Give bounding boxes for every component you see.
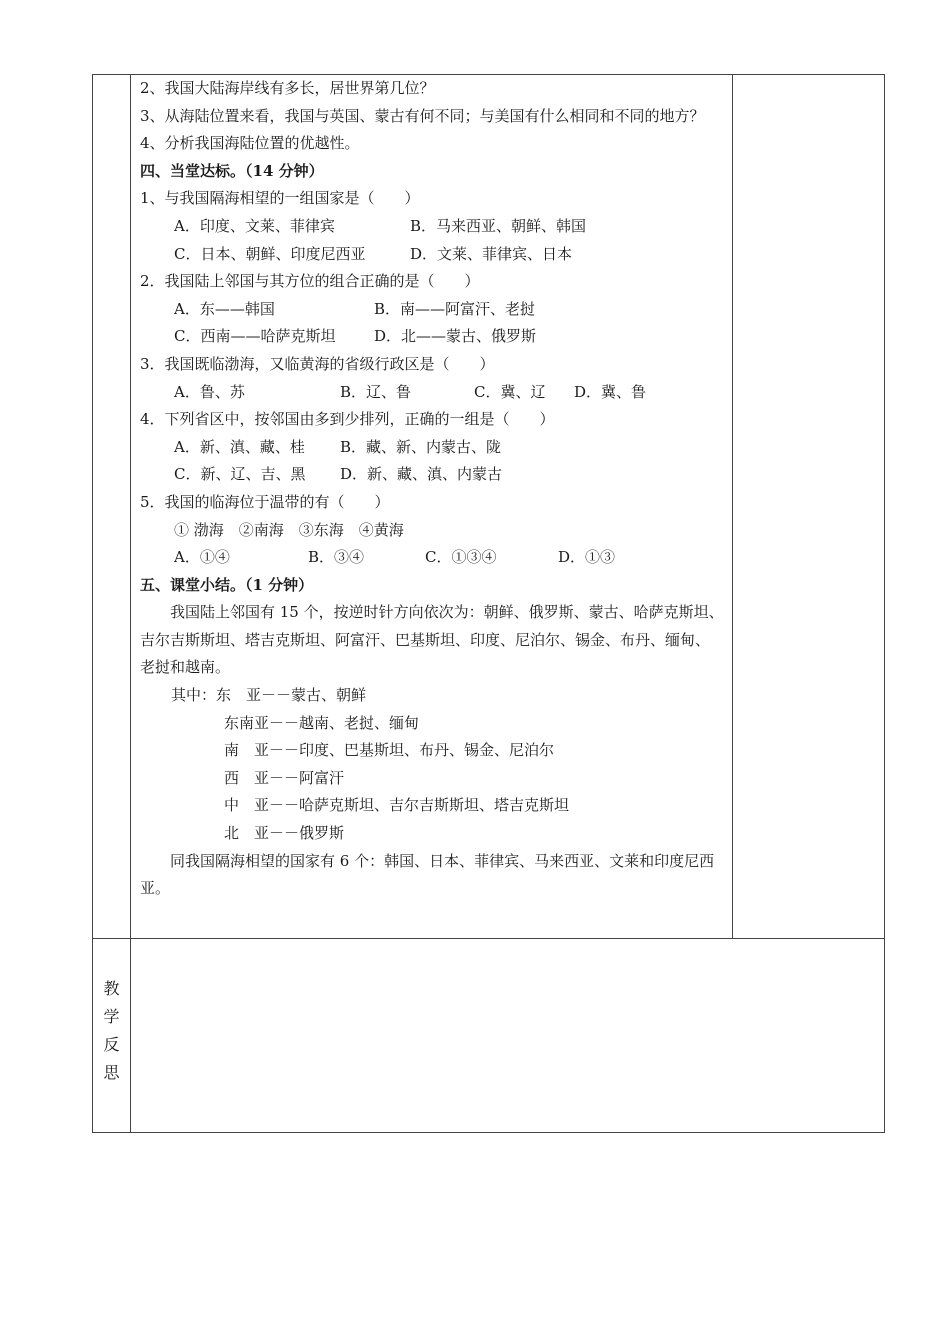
option-b: B．辽、鲁 (340, 382, 412, 401)
option-b: B．马来西亚、朝鲜、韩国 (410, 216, 587, 235)
option-d: D．新、藏、滇、内蒙古 (340, 465, 503, 484)
option-c: C．西南——哈萨克斯坦 (174, 327, 336, 346)
question-2: 2、我国大陆海岸线有多长，居世界第几位？ (140, 79, 435, 97)
s4-q4-stem: 4．下列省区中，按邻国由多到少排列，正确的一组是（ ） (140, 410, 555, 429)
option-a: A．东——韩国 (174, 299, 275, 318)
option-c: C．冀、辽 (474, 382, 546, 401)
option-b: B．③④ (308, 548, 365, 567)
reflection-char: 学 (103, 1007, 120, 1026)
s4-q4-options-1 (140, 434, 724, 462)
reflection-label (93, 939, 130, 1087)
option-c: C．日本、朝鲜、印度尼西亚 (174, 244, 366, 263)
option-b: B．藏、新、内蒙古、陇 (340, 437, 502, 456)
lesson-content-row (93, 75, 885, 939)
option-d: D．北——蒙古、俄罗斯 (374, 327, 537, 346)
summary-paragraph-2: 同我国隔海相望的国家有 6 个：韩国、日本、菲律宾、马来西亚、文莱和印度尼西亚。 (140, 851, 715, 898)
reflection-row (93, 939, 885, 1133)
option-a: A．鲁、苏 (174, 382, 245, 401)
option-d: D．文莱、菲律宾、日本 (410, 244, 573, 263)
s4-q5-items: ① 渤海 ②南海 ③东海 ④黄海 (174, 520, 404, 539)
s4-q1-options-2 (140, 241, 724, 269)
s4-q3-stem: 3．我国既临渤海，又临黄海的省级行政区是（ ） (140, 354, 495, 373)
summary-region-north-asia: 北 亚－－俄罗斯 (224, 824, 345, 843)
right-notes-cell (733, 75, 885, 939)
option-a: A．印度、文莱、菲律宾 (174, 216, 335, 235)
s4-q2-options-2 (140, 323, 724, 351)
s4-q1-stem: 1、与我国隔海相望的一组国家是（ ） (140, 189, 420, 208)
reflection-char: 反 (103, 1035, 120, 1054)
lesson-content (131, 75, 732, 903)
summary-region-central-asia: 中 亚－－哈萨克斯坦、吉尔吉斯斯坦、塔吉克斯坦 (224, 796, 570, 815)
summary-region-south-asia: 南 亚－－印度、巴基斯坦、布丹、锡金、尼泊尔 (224, 741, 555, 760)
summary-region-west-asia: 西 亚－－阿富汗 (224, 768, 345, 787)
reflection-char: 思 (103, 1063, 120, 1082)
s4-q4-options-2 (140, 461, 724, 489)
reflection-content-cell (131, 939, 885, 1133)
s4-q3-options (140, 379, 724, 407)
option-d: D．冀、鲁 (574, 382, 647, 401)
s4-q1-options-1 (140, 213, 724, 241)
s4-q2-options-1 (140, 296, 724, 324)
option-c: C．新、辽、吉、黑 (174, 465, 306, 484)
left-label-cell (93, 75, 131, 939)
option-c: C．①③④ (425, 548, 497, 567)
option-a: A．①④ (174, 548, 230, 567)
s4-q5-options (140, 544, 724, 572)
summary-region-southeast-asia: 东南亚－－越南、老挝、缅甸 (224, 713, 420, 732)
question-4: 4、分析我国海陆位置的优越性。 (140, 134, 360, 153)
lesson-content-cell (131, 75, 733, 939)
section4-heading: 四、当堂达标。（14 分钟） (140, 161, 324, 180)
lesson-plan-table (92, 74, 885, 1133)
reflection-char: 教 (103, 979, 120, 998)
s4-q5-stem: 5．我国的临海位于温带的有（ ） (140, 492, 390, 511)
s4-q2-stem: 2．我国陆上邻国与其方位的组合正确的是（ ） (140, 272, 480, 291)
option-a: A．新、滇、藏、桂 (174, 437, 305, 456)
summary-east-asia: 其中：东 亚－－蒙古、朝鲜 (171, 686, 367, 705)
option-d: D．①③ (558, 548, 616, 567)
summary-paragraph-1: 我国陆上邻国有 15 个，按逆时针方向依次为：朝鲜、俄罗斯、蒙古、哈萨克斯坦、吉尔吉斯斯坦、塔吉克斯坦、阿富汗、巴基斯坦、印度、尼泊尔、锡金、布丹、缅甸、老挝和越南。 (140, 603, 724, 677)
section5-heading: 五、课堂小结。（1 分钟） (140, 575, 314, 594)
question-3: 3、从海陆位置来看，我国与英国、蒙古有何不同；与美国有什么相同和不同的地方？ (140, 106, 705, 125)
reflection-label-cell (93, 939, 131, 1133)
option-b: B．南——阿富汗、老挝 (374, 299, 536, 318)
